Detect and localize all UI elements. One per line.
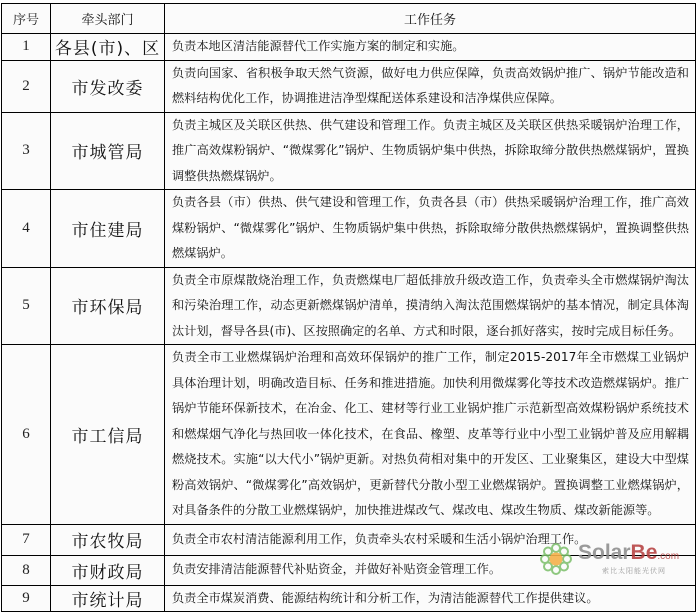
row-no: 3 [2, 112, 51, 190]
flower-logo-icon [540, 543, 572, 575]
row-task: 负责主城区及关联区供热、供气建设和管理工作。负责主城区及关联区供热采暖锅炉治理工作，推广高效煤粉锅炉、“微煤雾化”锅炉、生物质锅炉集中供热，拆除取缔分散供热燃煤锅炉，置换调整供热燃煤锅炉。 [165, 112, 696, 190]
header-task: 工作任务 [165, 4, 696, 34]
brand-suffix: .com [657, 551, 680, 562]
row-task: 负责全市工业燃煤锅炉治理和高效环保锅炉的推广工作，制定2015-2017年全市燃煤工业锅炉具体治理计划，明确改造目标、任务和推进措施。加快利用微煤雾化等技术改造燃煤锅炉。推广锅炉节能环保新技术，在冶金、化工、建材等行业工业锅炉推广示范新型高效煤粉锅炉系统技术和燃煤烟气净化与热回收一体化技术，在食品、橡塑、皮革等行业中小型工业锅炉普及应用解耦燃烧技术。实施“以大代小”锅炉更新。对热负荷相对集中的开发区、工业聚集区，建设大中型煤粉高效锅炉、“微煤雾化”高效锅炉，更新替代分散小型工业燃煤锅炉。置换调整工业燃煤锅炉，对具备条件的分散工业燃煤锅炉，加快推进煤改气、煤改电、煤改生物质、煤改新能源等。 [165, 345, 696, 525]
solarbe-watermark [540, 541, 698, 581]
row-dept: 市城管局 [51, 112, 165, 190]
row-task: 负责全市农村清洁能源利用工作，负责牵头农村采暖和生活小锅炉治理工作。 [165, 524, 696, 555]
watermark-subtitle: 索比太阳能光伏网 [602, 567, 666, 575]
row-no: 5 [2, 267, 51, 345]
row-dept: 市住建局 [51, 190, 165, 268]
watermark-brand [578, 541, 679, 565]
table-row [2, 34, 696, 61]
brand-main: Solar [578, 541, 631, 564]
row-task: 负责全市煤炭消费、能源结构统计和分析工作，为清洁能源替代工作提供建议。 [165, 585, 696, 612]
brand-accent: Be [630, 541, 658, 564]
row-task: 负责全市原煤散烧治理工作，负责燃煤电厂超低排放升级改造工作，负责牵头全市燃煤锅炉淘汰和污染治理工作，动态更新燃煤锅炉清单，摸清纳入淘汰范围燃煤锅炉的基本情况，制定具体淘汰计划，督导各县(市)、区按照确定的名单、方式和时限，逐台抓好落实，按时完成目标任务。 [165, 267, 696, 345]
row-no: 9 [2, 585, 51, 612]
row-no: 4 [2, 190, 51, 268]
header-no: 序号 [2, 4, 51, 34]
header-dept: 牵头部门 [51, 4, 165, 34]
row-dept: 市农牧局 [51, 524, 165, 555]
row-no: 7 [2, 524, 51, 555]
row-dept: 市工信局 [51, 345, 165, 525]
table-header-row [2, 4, 696, 34]
table-row [2, 345, 696, 525]
task-table [1, 3, 696, 612]
row-task: 负责安排清洁能源替代补贴资金，并做好补贴资金管理工作。 [165, 555, 696, 585]
row-dept: 各县(市)、区 [51, 34, 165, 61]
row-no: 1 [2, 34, 51, 61]
table-row [2, 267, 696, 345]
row-dept: 市环保局 [51, 267, 165, 345]
table-row [2, 60, 696, 112]
row-dept: 市财政局 [51, 555, 165, 585]
row-dept: 市统计局 [51, 585, 165, 612]
table-row [2, 112, 696, 190]
table-row [2, 190, 696, 268]
row-task: 负责各县（市）供热、供气建设和管理工作，负责各县（市）供热采暖锅炉治理工作，推广高效煤粉锅炉、“微煤雾化”锅炉、生物质锅炉集中供热，拆除取缔分散供热燃煤锅炉，置换调整供热燃煤锅炉。 [165, 190, 696, 268]
row-no: 2 [2, 60, 51, 112]
row-no: 8 [2, 555, 51, 585]
row-dept: 市发改委 [51, 60, 165, 112]
row-no: 6 [2, 345, 51, 525]
row-task: 负责本地区清洁能源替代工作实施方案的制定和实施。 [165, 34, 696, 61]
row-task: 负责向国家、省积极争取天然气资源，做好电力供应保障，负责高效锅炉推广、锅炉节能改造和燃料结构优化工作，协调推进洁净型煤配送体系建设和洁净煤供应保障。 [165, 60, 696, 112]
table-row [2, 585, 696, 612]
